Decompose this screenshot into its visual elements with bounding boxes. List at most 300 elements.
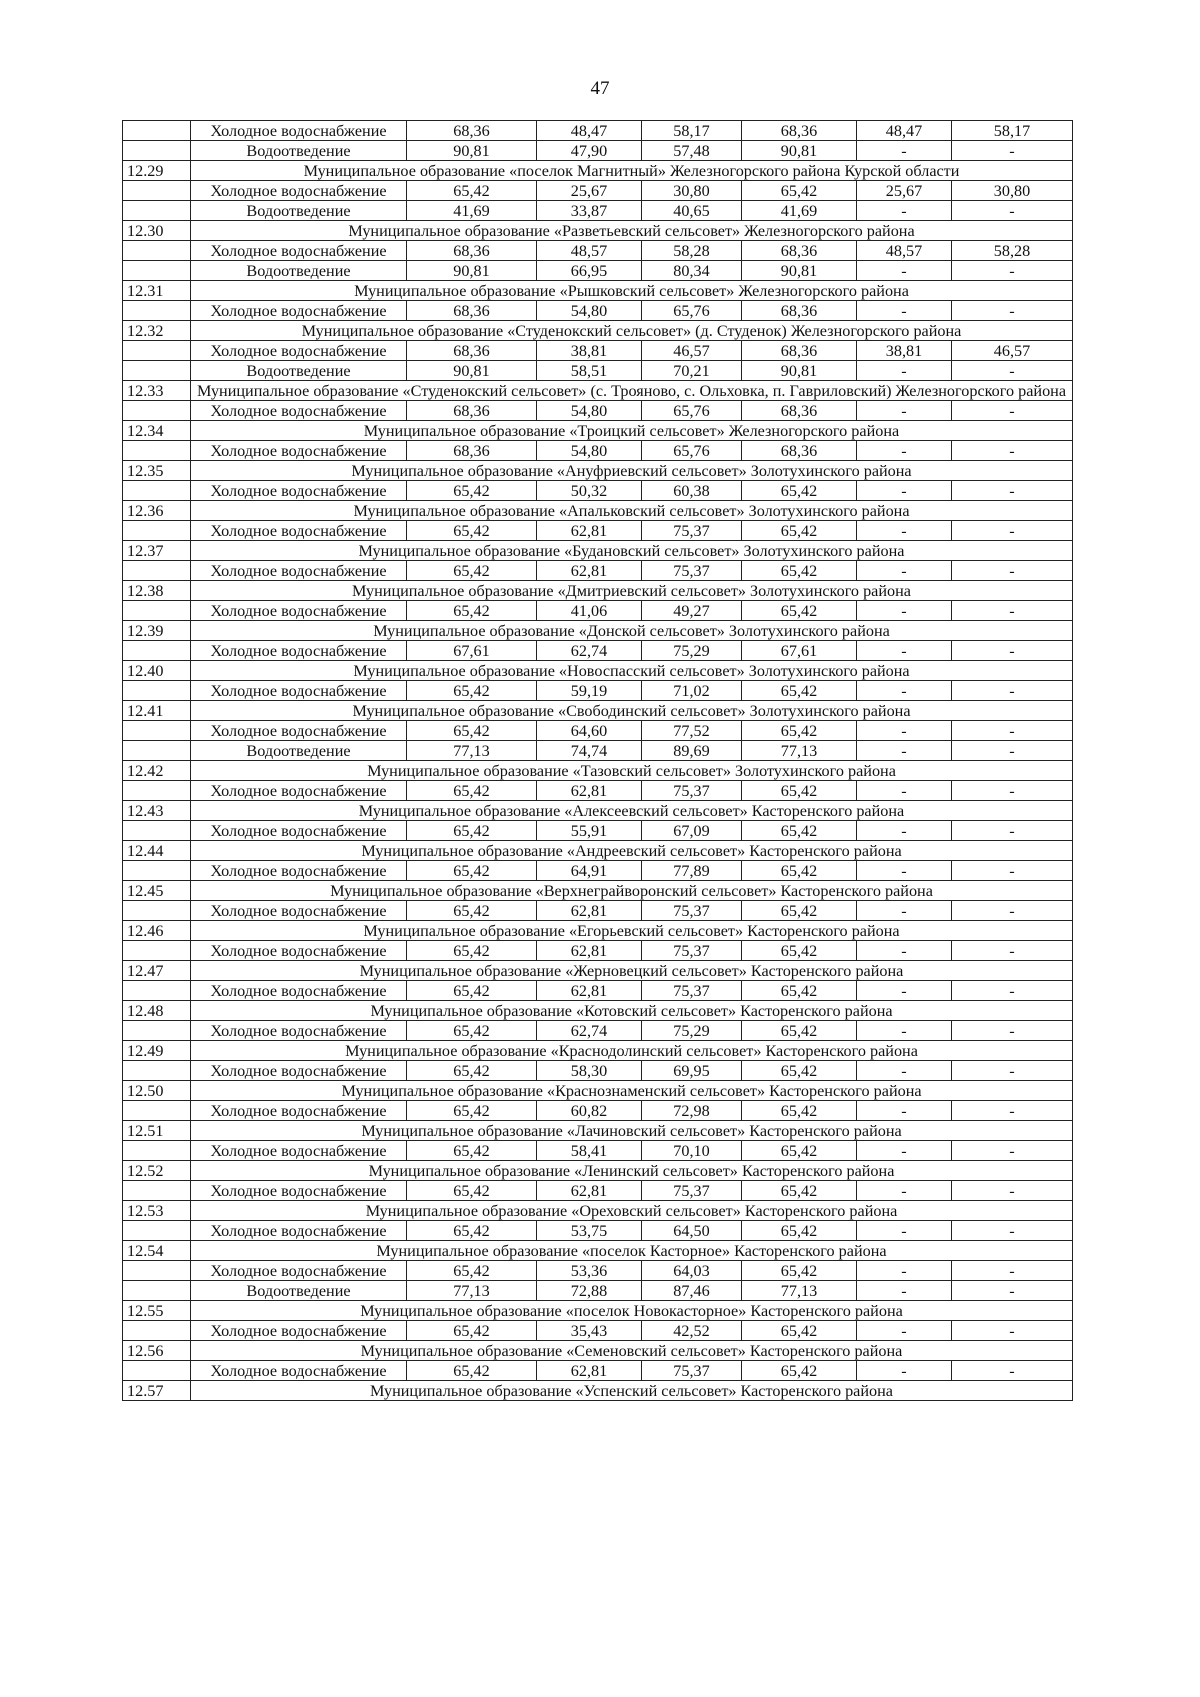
tariff-row bbox=[123, 201, 1073, 221]
municipality-title: Муниципальное образование «Троицкий сельсовет» Железногорского района bbox=[191, 421, 1073, 441]
tariff-value: 68,36 bbox=[742, 341, 857, 361]
tariff-row bbox=[123, 1061, 1073, 1081]
page-number: 47 bbox=[590, 78, 610, 99]
section-number-empty bbox=[123, 201, 191, 221]
section-number: 12.48 bbox=[123, 1001, 191, 1021]
municipality-header-row bbox=[123, 1381, 1073, 1401]
municipality-header-row bbox=[123, 701, 1073, 721]
tariff-row bbox=[123, 821, 1073, 841]
tariff-value: 65,42 bbox=[742, 981, 857, 1001]
tariff-row bbox=[123, 981, 1073, 1001]
municipality-header-row bbox=[123, 1301, 1073, 1321]
section-number: 12.30 bbox=[123, 221, 191, 241]
tariff-value: 62,74 bbox=[537, 641, 642, 661]
municipality-title: Муниципальное образование «Алексеевский сельсовет» Касторенского района bbox=[191, 801, 1073, 821]
section-number: 12.42 bbox=[123, 761, 191, 781]
tariff-value: 65,42 bbox=[407, 821, 537, 841]
section-number: 12.39 bbox=[123, 621, 191, 641]
tariff-value: 77,13 bbox=[407, 741, 537, 761]
tariff-value: - bbox=[952, 1181, 1073, 1201]
tariff-value: 30,80 bbox=[952, 181, 1073, 201]
tariff-row bbox=[123, 141, 1073, 161]
tariff-value: 74,74 bbox=[537, 741, 642, 761]
service-name: Водоотведение bbox=[191, 741, 407, 761]
section-number: 12.37 bbox=[123, 541, 191, 561]
section-number-empty bbox=[123, 901, 191, 921]
municipality-header-row bbox=[123, 921, 1073, 941]
tariff-value: 77,13 bbox=[742, 741, 857, 761]
tariff-value: 80,34 bbox=[642, 261, 742, 281]
service-name: Холодное водоснабжение bbox=[191, 1321, 407, 1341]
tariff-value: - bbox=[952, 141, 1073, 161]
tariff-row bbox=[123, 1281, 1073, 1301]
municipality-title: Муниципальное образование «Дмитриевский сельсовет» Золотухинского района bbox=[191, 581, 1073, 601]
section-number-empty bbox=[123, 721, 191, 741]
tariff-value: 65,42 bbox=[407, 481, 537, 501]
municipality-header-row bbox=[123, 541, 1073, 561]
section-number: 12.55 bbox=[123, 1301, 191, 1321]
tariff-value: - bbox=[952, 201, 1073, 221]
tariff-value: 60,82 bbox=[537, 1101, 642, 1121]
tariff-value: 65,42 bbox=[742, 1061, 857, 1081]
tariff-row bbox=[123, 1101, 1073, 1121]
tariff-row bbox=[123, 941, 1073, 961]
tariff-value: - bbox=[952, 741, 1073, 761]
service-name: Холодное водоснабжение bbox=[191, 1101, 407, 1121]
tariff-value: - bbox=[857, 741, 952, 761]
tariff-value: 71,02 bbox=[642, 681, 742, 701]
tariff-value: 77,89 bbox=[642, 861, 742, 881]
tariff-value: 59,19 bbox=[537, 681, 642, 701]
service-name: Холодное водоснабжение bbox=[191, 1361, 407, 1381]
section-number-empty bbox=[123, 241, 191, 261]
section-number: 12.44 bbox=[123, 841, 191, 861]
section-number: 12.52 bbox=[123, 1161, 191, 1181]
tariff-value: 53,36 bbox=[537, 1261, 642, 1281]
tariff-value: - bbox=[952, 521, 1073, 541]
tariff-value: 65,42 bbox=[407, 941, 537, 961]
section-number-empty bbox=[123, 741, 191, 761]
tariff-value: 65,42 bbox=[742, 181, 857, 201]
tariff-value: - bbox=[952, 1221, 1073, 1241]
tariff-value: 65,42 bbox=[407, 781, 537, 801]
tariff-value: 90,81 bbox=[742, 361, 857, 381]
tariff-value: 64,03 bbox=[642, 1261, 742, 1281]
service-name: Холодное водоснабжение bbox=[191, 821, 407, 841]
tariff-value: 65,42 bbox=[407, 1061, 537, 1081]
tariff-value: 65,42 bbox=[407, 1321, 537, 1341]
tariff-row bbox=[123, 741, 1073, 761]
tariff-value: 72,88 bbox=[537, 1281, 642, 1301]
service-name: Водоотведение bbox=[191, 1281, 407, 1301]
service-name: Холодное водоснабжение bbox=[191, 1261, 407, 1281]
tariff-value: 90,81 bbox=[407, 361, 537, 381]
tariff-value: 64,50 bbox=[642, 1221, 742, 1241]
tariff-value: 65,42 bbox=[742, 781, 857, 801]
tariff-value: 90,81 bbox=[742, 141, 857, 161]
tariff-value: 90,81 bbox=[742, 261, 857, 281]
municipality-title: Муниципальное образование «Свободинский сельсовет» Золотухинского района bbox=[191, 701, 1073, 721]
tariff-value: 65,42 bbox=[407, 1021, 537, 1041]
section-number-empty bbox=[123, 941, 191, 961]
tariff-value: - bbox=[857, 261, 952, 281]
tariff-value: 53,75 bbox=[537, 1221, 642, 1241]
municipality-title: Муниципальное образование «Котовский сельсовет» Касторенского района bbox=[191, 1001, 1073, 1021]
tariff-row bbox=[123, 1141, 1073, 1161]
municipality-title: Муниципальное образование «Семеновский сельсовет» Касторенского района bbox=[191, 1341, 1073, 1361]
tariff-value: 75,37 bbox=[642, 561, 742, 581]
tariff-value: - bbox=[857, 981, 952, 1001]
municipality-title: Муниципальное образование «Тазовский сельсовет» Золотухинского района bbox=[191, 761, 1073, 781]
section-number-empty bbox=[123, 1141, 191, 1161]
tariff-row bbox=[123, 481, 1073, 501]
municipality-header-row bbox=[123, 841, 1073, 861]
tariff-value: 65,42 bbox=[742, 861, 857, 881]
tariff-row bbox=[123, 401, 1073, 421]
tariff-value: 75,29 bbox=[642, 641, 742, 661]
tariff-row bbox=[123, 721, 1073, 741]
tariff-row bbox=[123, 1321, 1073, 1341]
section-number: 12.46 bbox=[123, 921, 191, 941]
tariff-value: 65,42 bbox=[407, 861, 537, 881]
tariff-table-body bbox=[123, 121, 1073, 1401]
tariff-value: 72,98 bbox=[642, 1101, 742, 1121]
section-number-empty bbox=[123, 641, 191, 661]
section-number: 12.29 bbox=[123, 161, 191, 181]
service-name: Холодное водоснабжение bbox=[191, 481, 407, 501]
municipality-header-row bbox=[123, 321, 1073, 341]
section-number: 12.51 bbox=[123, 1121, 191, 1141]
tariff-row bbox=[123, 641, 1073, 661]
tariff-value: 89,69 bbox=[642, 741, 742, 761]
tariff-value: - bbox=[952, 1021, 1073, 1041]
tariff-value: 30,80 bbox=[642, 181, 742, 201]
service-name: Водоотведение bbox=[191, 261, 407, 281]
municipality-title: Муниципальное образование «поселок Магнитный» Железногорского района Курской области bbox=[191, 161, 1073, 181]
municipality-title: Муниципальное образование «Лачиновский сельсовет» Касторенского района bbox=[191, 1121, 1073, 1141]
tariff-value: 62,81 bbox=[537, 1361, 642, 1381]
tariff-value: 66,95 bbox=[537, 261, 642, 281]
tariff-value: 65,42 bbox=[742, 941, 857, 961]
tariff-value: 46,57 bbox=[642, 341, 742, 361]
tariff-row bbox=[123, 1021, 1073, 1041]
tariff-value: - bbox=[952, 941, 1073, 961]
municipality-header-row bbox=[123, 801, 1073, 821]
section-number-empty bbox=[123, 141, 191, 161]
tariff-value: 77,13 bbox=[407, 1281, 537, 1301]
tariff-value: - bbox=[857, 821, 952, 841]
tariff-value: - bbox=[952, 1321, 1073, 1341]
section-number: 12.31 bbox=[123, 281, 191, 301]
tariff-value: - bbox=[952, 1141, 1073, 1161]
service-name: Водоотведение bbox=[191, 141, 407, 161]
service-name: Холодное водоснабжение bbox=[191, 301, 407, 321]
tariff-value: 75,37 bbox=[642, 1361, 742, 1381]
municipality-title: Муниципальное образование «Верхнеграйворонский сельсовет» Касторенского района bbox=[191, 881, 1073, 901]
tariff-value: 65,42 bbox=[407, 1221, 537, 1241]
municipality-title: Муниципальное образование «поселок Касторное» Касторенского района bbox=[191, 1241, 1073, 1261]
section-number-empty bbox=[123, 261, 191, 281]
service-name: Холодное водоснабжение bbox=[191, 441, 407, 461]
tariff-value: 65,42 bbox=[742, 481, 857, 501]
section-number-empty bbox=[123, 1181, 191, 1201]
tariff-value: 75,37 bbox=[642, 521, 742, 541]
municipality-title: Муниципальное образование «поселок Новокасторное» Касторенского района bbox=[191, 1301, 1073, 1321]
tariff-value: 65,42 bbox=[407, 1181, 537, 1201]
service-name: Холодное водоснабжение bbox=[191, 781, 407, 801]
municipality-title: Муниципальное образование «Апальковский сельсовет» Золотухинского района bbox=[191, 501, 1073, 521]
municipality-header-row bbox=[123, 501, 1073, 521]
tariff-value: 65,42 bbox=[407, 681, 537, 701]
municipality-title: Муниципальное образование «Жерновецкий сельсовет» Касторенского района bbox=[191, 961, 1073, 981]
tariff-value: - bbox=[857, 201, 952, 221]
tariff-value: - bbox=[857, 941, 952, 961]
service-name: Холодное водоснабжение bbox=[191, 341, 407, 361]
section-number: 12.53 bbox=[123, 1201, 191, 1221]
municipality-header-row bbox=[123, 221, 1073, 241]
tariff-value: 58,17 bbox=[952, 121, 1073, 141]
municipality-title: Муниципальное образование «Донской сельсовет» Золотухинского района bbox=[191, 621, 1073, 641]
municipality-header-row bbox=[123, 1081, 1073, 1101]
tariff-value: 62,81 bbox=[537, 521, 642, 541]
tariff-value: 65,76 bbox=[642, 301, 742, 321]
service-name: Холодное водоснабжение bbox=[191, 1061, 407, 1081]
tariff-value: 65,42 bbox=[742, 681, 857, 701]
tariff-value: 62,81 bbox=[537, 901, 642, 921]
tariff-value: 90,81 bbox=[407, 141, 537, 161]
tariff-value: - bbox=[857, 721, 952, 741]
municipality-title: Муниципальное образование «Рышковский сельсовет» Железногорского района bbox=[191, 281, 1073, 301]
tariff-value: - bbox=[952, 901, 1073, 921]
tariff-value: 65,42 bbox=[407, 721, 537, 741]
municipality-title: Муниципальное образование «Ореховский сельсовет» Касторенского района bbox=[191, 1201, 1073, 1221]
municipality-title: Муниципальное образование «Андреевский сельсовет» Касторенского района bbox=[191, 841, 1073, 861]
tariff-value: 75,29 bbox=[642, 1021, 742, 1041]
tariff-value: 35,43 bbox=[537, 1321, 642, 1341]
tariff-value: 25,67 bbox=[537, 181, 642, 201]
tariff-value: 77,13 bbox=[742, 1281, 857, 1301]
municipality-title: Муниципальное образование «Ленинский сельсовет» Касторенского района bbox=[191, 1161, 1073, 1181]
tariff-value: 75,37 bbox=[642, 901, 742, 921]
tariff-value: - bbox=[857, 1281, 952, 1301]
service-name: Холодное водоснабжение bbox=[191, 901, 407, 921]
tariff-value: - bbox=[857, 1141, 952, 1161]
service-name: Холодное водоснабжение bbox=[191, 641, 407, 661]
municipality-header-row bbox=[123, 961, 1073, 981]
municipality-header-row bbox=[123, 461, 1073, 481]
municipality-header-row bbox=[123, 281, 1073, 301]
tariff-value: - bbox=[857, 301, 952, 321]
section-number-empty bbox=[123, 981, 191, 1001]
service-name: Холодное водоснабжение bbox=[191, 981, 407, 1001]
tariff-value: 62,74 bbox=[537, 1021, 642, 1041]
section-number: 12.56 bbox=[123, 1341, 191, 1361]
section-number-empty bbox=[123, 1221, 191, 1241]
municipality-title: Муниципальное образование «Будановский сельсовет» Золотухинского района bbox=[191, 541, 1073, 561]
tariff-row bbox=[123, 121, 1073, 141]
municipality-title: Муниципальное образование «Егорьевский сельсовет» Касторенского района bbox=[191, 921, 1073, 941]
tariff-value: 62,81 bbox=[537, 1181, 642, 1201]
tariff-value: - bbox=[857, 1361, 952, 1381]
tariff-value: - bbox=[952, 601, 1073, 621]
tariff-value: 75,37 bbox=[642, 1181, 742, 1201]
section-number: 12.32 bbox=[123, 321, 191, 341]
section-number-empty bbox=[123, 1021, 191, 1041]
tariff-value: 70,10 bbox=[642, 1141, 742, 1161]
section-number: 12.40 bbox=[123, 661, 191, 681]
municipality-title: Муниципальное образование «Студенокский сельсовет» (с. Трояново, с. Ольховка, п. Гавриловский) Железногорского района bbox=[191, 381, 1073, 401]
tariff-value: 65,76 bbox=[642, 441, 742, 461]
tariff-value: 65,42 bbox=[407, 1361, 537, 1381]
tariff-value: - bbox=[952, 861, 1073, 881]
municipality-header-row bbox=[123, 1041, 1073, 1061]
tariff-value: 70,21 bbox=[642, 361, 742, 381]
tariff-value: 65,42 bbox=[742, 721, 857, 741]
tariff-value: 65,42 bbox=[407, 1261, 537, 1281]
tariff-value: - bbox=[857, 1061, 952, 1081]
tariff-value: 67,61 bbox=[407, 641, 537, 661]
tariff-row bbox=[123, 301, 1073, 321]
tariff-value: 62,81 bbox=[537, 561, 642, 581]
municipality-title: Муниципальное образование «Ануфриевский сельсовет» Золотухинского района bbox=[191, 461, 1073, 481]
service-name: Холодное водоснабжение bbox=[191, 681, 407, 701]
tariff-value: 65,42 bbox=[407, 1141, 537, 1161]
tariff-value: - bbox=[857, 861, 952, 881]
tariff-value: - bbox=[952, 1061, 1073, 1081]
tariff-value: - bbox=[952, 441, 1073, 461]
section-number: 12.36 bbox=[123, 501, 191, 521]
tariff-value: - bbox=[857, 401, 952, 421]
section-number: 12.54 bbox=[123, 1241, 191, 1261]
tariff-row bbox=[123, 521, 1073, 541]
municipality-header-row bbox=[123, 761, 1073, 781]
tariff-value: 68,36 bbox=[742, 401, 857, 421]
section-number-empty bbox=[123, 861, 191, 881]
tariff-value: 68,36 bbox=[407, 301, 537, 321]
municipality-title: Муниципальное образование «Краснодолинский сельсовет» Касторенского района bbox=[191, 1041, 1073, 1061]
tariff-value: - bbox=[952, 361, 1073, 381]
tariff-row bbox=[123, 901, 1073, 921]
tariff-value: - bbox=[952, 481, 1073, 501]
municipality-title: Муниципальное образование «Новоспасский сельсовет» Золотухинского района bbox=[191, 661, 1073, 681]
tariff-value: 41,69 bbox=[742, 201, 857, 221]
tariff-value: 69,95 bbox=[642, 1061, 742, 1081]
tariff-value: 54,80 bbox=[537, 401, 642, 421]
section-number-empty bbox=[123, 441, 191, 461]
section-number-empty bbox=[123, 481, 191, 501]
tariff-value: - bbox=[857, 141, 952, 161]
tariff-row bbox=[123, 681, 1073, 701]
section-number: 12.49 bbox=[123, 1041, 191, 1061]
tariff-value: - bbox=[857, 361, 952, 381]
service-name: Холодное водоснабжение bbox=[191, 521, 407, 541]
service-name: Холодное водоснабжение bbox=[191, 181, 407, 201]
tariff-value: 65,42 bbox=[407, 521, 537, 541]
tariff-value: 65,42 bbox=[742, 821, 857, 841]
tariff-value: 65,42 bbox=[742, 1321, 857, 1341]
tariff-value: 46,57 bbox=[952, 341, 1073, 361]
tariff-value: - bbox=[857, 641, 952, 661]
tariff-value: 65,42 bbox=[742, 601, 857, 621]
tariff-value: 75,37 bbox=[642, 781, 742, 801]
tariff-value: - bbox=[857, 681, 952, 701]
section-number-empty bbox=[123, 1261, 191, 1281]
tariff-value: 65,42 bbox=[742, 1221, 857, 1241]
tariff-value: - bbox=[952, 1101, 1073, 1121]
section-number-empty bbox=[123, 401, 191, 421]
section-number: 12.47 bbox=[123, 961, 191, 981]
tariff-value: 65,42 bbox=[742, 1181, 857, 1201]
tariff-value: 65,42 bbox=[407, 181, 537, 201]
tariff-value: 64,91 bbox=[537, 861, 642, 881]
tariff-value: - bbox=[857, 521, 952, 541]
tariff-value: 65,42 bbox=[407, 901, 537, 921]
tariff-value: 58,28 bbox=[952, 241, 1073, 261]
tariff-value: 65,42 bbox=[407, 981, 537, 1001]
tariff-value: - bbox=[952, 1261, 1073, 1281]
tariff-value: 62,81 bbox=[537, 781, 642, 801]
section-number-empty bbox=[123, 181, 191, 201]
tariff-value: - bbox=[952, 261, 1073, 281]
tariff-row bbox=[123, 241, 1073, 261]
tariff-value: 62,81 bbox=[537, 981, 642, 1001]
service-name: Холодное водоснабжение bbox=[191, 561, 407, 581]
tariff-value: 90,81 bbox=[407, 261, 537, 281]
tariff-value: 58,17 bbox=[642, 121, 742, 141]
tariff-value: 57,48 bbox=[642, 141, 742, 161]
tariff-value: - bbox=[952, 1361, 1073, 1381]
service-name: Водоотведение bbox=[191, 361, 407, 381]
tariff-value: 65,42 bbox=[742, 561, 857, 581]
service-name: Холодное водоснабжение bbox=[191, 1181, 407, 1201]
municipality-title: Муниципальное образование «Разветьевский сельсовет» Железногорского района bbox=[191, 221, 1073, 241]
section-number: 12.50 bbox=[123, 1081, 191, 1101]
tariff-value: 58,28 bbox=[642, 241, 742, 261]
section-number: 12.41 bbox=[123, 701, 191, 721]
tariff-value: 58,41 bbox=[537, 1141, 642, 1161]
tariff-value: 65,42 bbox=[742, 1361, 857, 1381]
service-name: Холодное водоснабжение bbox=[191, 601, 407, 621]
tariff-value: 87,46 bbox=[642, 1281, 742, 1301]
tariff-value: - bbox=[857, 1261, 952, 1281]
tariff-value: - bbox=[857, 441, 952, 461]
tariff-value: 25,67 bbox=[857, 181, 952, 201]
section-number-empty bbox=[123, 341, 191, 361]
tariff-value: - bbox=[857, 1221, 952, 1241]
tariff-value: 68,36 bbox=[742, 301, 857, 321]
service-name: Холодное водоснабжение bbox=[191, 861, 407, 881]
section-number-empty bbox=[123, 601, 191, 621]
section-number: 12.38 bbox=[123, 581, 191, 601]
tariff-value: 65,42 bbox=[407, 1101, 537, 1121]
tariff-value: 65,76 bbox=[642, 401, 742, 421]
tariff-value: - bbox=[952, 641, 1073, 661]
municipality-header-row bbox=[123, 1121, 1073, 1141]
tariff-value: - bbox=[952, 981, 1073, 1001]
tariff-value: 55,91 bbox=[537, 821, 642, 841]
tariff-value: 68,36 bbox=[742, 241, 857, 261]
tariff-value: - bbox=[952, 721, 1073, 741]
tariff-value: 75,37 bbox=[642, 981, 742, 1001]
tariff-value: - bbox=[857, 1101, 952, 1121]
section-number-empty bbox=[123, 1281, 191, 1301]
tariff-value: 38,81 bbox=[537, 341, 642, 361]
tariff-value: - bbox=[952, 681, 1073, 701]
tariff-value: - bbox=[857, 561, 952, 581]
tariff-value: 65,42 bbox=[742, 521, 857, 541]
tariff-value: - bbox=[857, 1021, 952, 1041]
tariff-value: - bbox=[857, 601, 952, 621]
